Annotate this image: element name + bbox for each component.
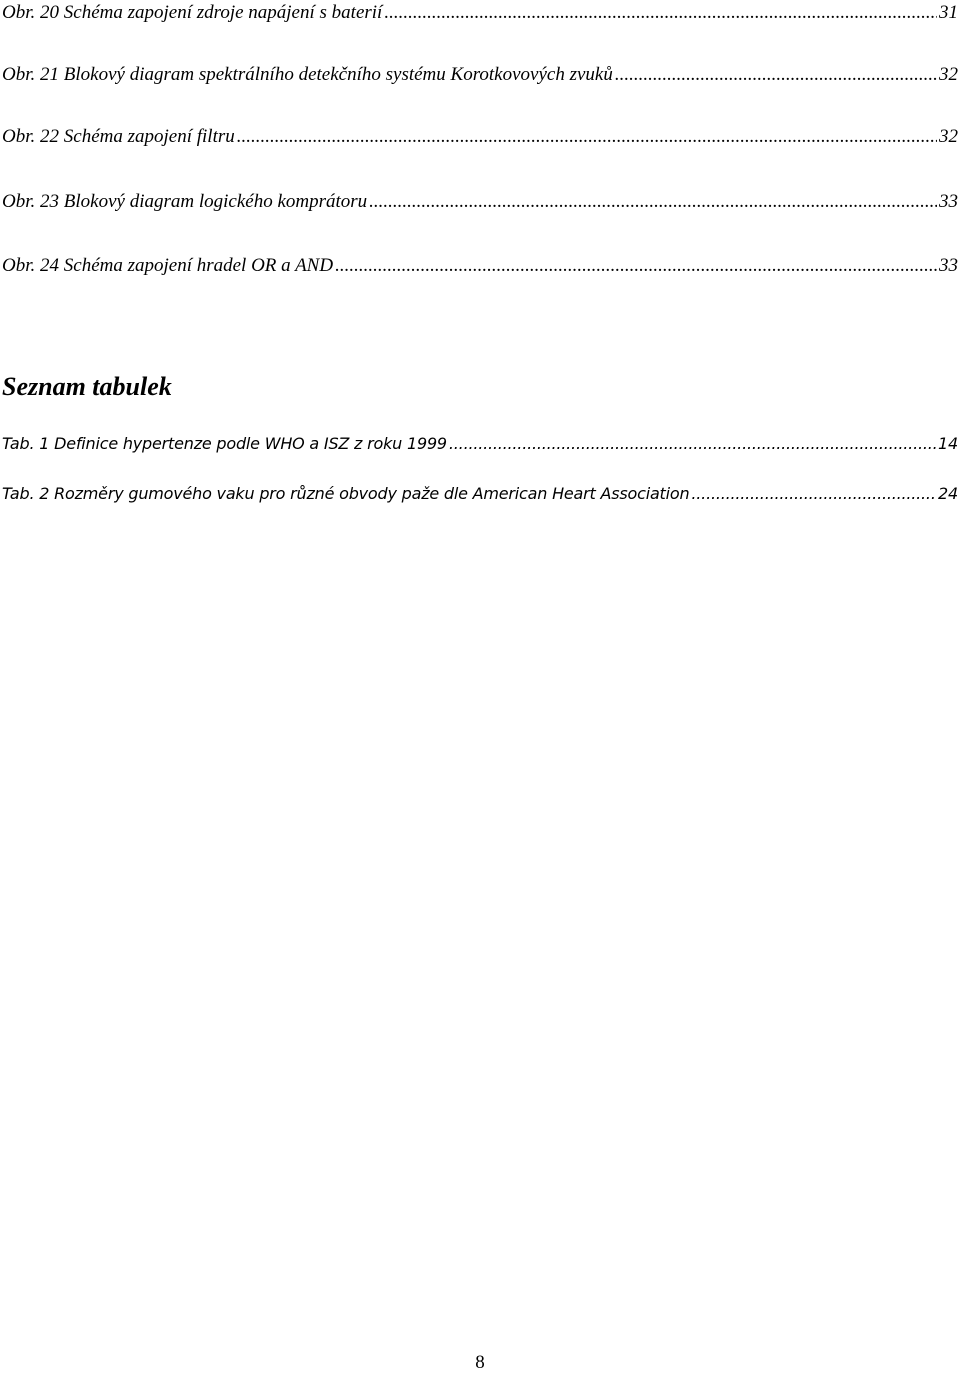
toc-entry-label: Obr. 21 Blokový diagram spektrálního detekčního systému Korotkovových zvuků [2, 64, 613, 85]
toc-entry-label: Obr. 22 Schéma zapojení filtru [2, 126, 235, 147]
section-heading-tables: Seznam tabulek [2, 372, 172, 401]
toc-entry-page: 33 [939, 255, 958, 276]
toc-entry-page: 33 [939, 191, 958, 212]
toc-leader-dots [237, 124, 937, 150]
page-number: 8 [475, 1352, 485, 1373]
toc-entry-figure-21[interactable] [2, 62, 960, 88]
toc-entry-table-2[interactable] [2, 482, 960, 506]
toc-entry-label: Tab. 2 Rozměry gumového vaku pro různé obvody paže dle American Heart Association [2, 484, 690, 503]
toc-leader-dots [449, 432, 936, 456]
toc-entry-label: Obr. 24 Schéma zapojení hradel OR a AND [2, 255, 334, 276]
toc-leader-dots [691, 482, 936, 506]
toc-entry-page: 32 [939, 64, 958, 85]
toc-entry-label: Tab. 1 Definice hypertenze podle WHO a ISZ z roku 1999 [2, 434, 447, 453]
toc-entry-table-1[interactable] [2, 432, 960, 456]
toc-entry-figure-20[interactable] [2, 0, 960, 26]
toc-entry-label: Obr. 20 Schéma zapojení zdroje napájení s baterií [2, 2, 383, 23]
toc-entry-page: 32 [939, 126, 958, 147]
toc-entry-page: 14 [938, 434, 958, 453]
toc-leader-dots [369, 189, 937, 215]
toc-leader-dots [335, 253, 937, 279]
toc-entry-figure-24[interactable] [2, 253, 960, 279]
toc-entry-page: 24 [938, 484, 958, 503]
toc-entry-label: Obr. 23 Blokový diagram logického komprátoru [2, 191, 368, 212]
toc-leader-dots [384, 0, 937, 26]
toc-entry-figure-22[interactable] [2, 124, 960, 150]
toc-leader-dots [615, 62, 937, 88]
toc-entry-page: 31 [939, 2, 958, 23]
toc-entry-figure-23[interactable] [2, 189, 960, 215]
